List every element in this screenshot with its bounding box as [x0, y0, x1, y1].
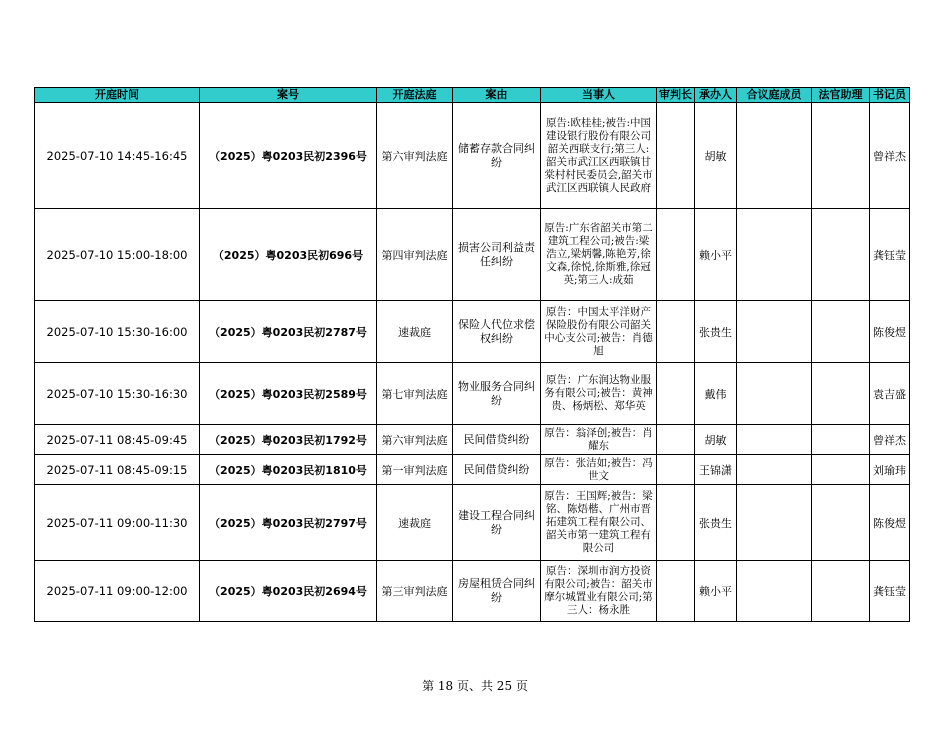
cell-presiding-judge [657, 485, 695, 561]
cell-panel-members [737, 455, 812, 485]
cell-parties: 原告：张洁如;被告：冯世文 [541, 455, 657, 485]
table-row [35, 363, 910, 425]
table-row [35, 455, 910, 485]
cell-hearing-time: 2025-07-10 14:45-16:45 [35, 103, 200, 209]
cell-clerk: 曾祥杰 [870, 425, 910, 455]
cell-judge-assistant [812, 103, 870, 209]
cell-case-number: （2025）粤0203民初1792号 [200, 425, 377, 455]
cell-handler: 胡敏 [695, 103, 737, 209]
header-judge-assistant: 法官助理 [812, 88, 870, 103]
cell-parties: 原告：中国太平洋财产保险股份有限公司韶关中心支公司;被告：肖德旭 [541, 301, 657, 363]
cell-judge-assistant [812, 561, 870, 622]
hearing-schedule-table [34, 87, 910, 622]
cell-presiding-judge [657, 301, 695, 363]
table-row [35, 209, 910, 301]
cell-parties: 原告：广东润达物业服务有限公司;被告：黄神贵、杨炳松、郑华英 [541, 363, 657, 425]
table-row [35, 561, 910, 622]
cell-panel-members [737, 485, 812, 561]
cell-panel-members [737, 209, 812, 301]
cell-cause: 建设工程合同纠纷 [453, 485, 541, 561]
table-row [35, 485, 910, 561]
cell-cause: 民间借贷纠纷 [453, 425, 541, 455]
cell-hearing-time: 2025-07-11 08:45-09:15 [35, 455, 200, 485]
cell-judge-assistant [812, 455, 870, 485]
cell-clerk: 龚钰莹 [870, 561, 910, 622]
header-parties: 当事人 [541, 88, 657, 103]
cell-case-number: （2025）粤0203民初2396号 [200, 103, 377, 209]
cell-hearing-time: 2025-07-10 15:30-16:30 [35, 363, 200, 425]
cell-clerk: 袁吉盛 [870, 363, 910, 425]
cell-parties: 原告：王国辉;被告：梁铭、陈焐楷、广州市晋拓建筑工程有限公司、韶关市第一建筑工程有限公司 [541, 485, 657, 561]
cell-presiding-judge [657, 455, 695, 485]
header-row [35, 88, 910, 103]
cell-hearing-time: 2025-07-11 09:00-11:30 [35, 485, 200, 561]
cell-presiding-judge [657, 561, 695, 622]
cell-cause: 民间借贷纠纷 [453, 455, 541, 485]
cell-courtroom: 速裁庭 [377, 301, 453, 363]
cell-case-number: （2025）粤0203民初2797号 [200, 485, 377, 561]
cell-hearing-time: 2025-07-10 15:30-16:00 [35, 301, 200, 363]
cell-cause: 房屋租赁合同纠纷 [453, 561, 541, 622]
header-panel-members: 合议庭成员 [737, 88, 812, 103]
cell-handler: 胡敏 [695, 425, 737, 455]
cell-cause: 物业服务合同纠纷 [453, 363, 541, 425]
cell-clerk: 陈俊煜 [870, 485, 910, 561]
cell-handler: 张贵生 [695, 301, 737, 363]
cell-handler: 赖小平 [695, 561, 737, 622]
cell-parties: 原告：深圳市润方投资有限公司;被告：韶关市摩尔城置业有限公司;第三人：杨永胜 [541, 561, 657, 622]
cell-case-number: （2025）粤0203民初2694号 [200, 561, 377, 622]
header-case-number: 案号 [200, 88, 377, 103]
header-presiding-judge: 审判长 [657, 88, 695, 103]
cell-presiding-judge [657, 363, 695, 425]
cell-courtroom: 第六审判法庭 [377, 425, 453, 455]
cell-panel-members [737, 363, 812, 425]
cell-panel-members [737, 103, 812, 209]
cell-parties: 原告:欧桂桂;被告:中国建设银行股份有限公司韶关西联支行;第三人:韶关市武江区西联镇甘棠村村民委员会,韶关市武江区西联镇人民政府 [541, 103, 657, 209]
cell-judge-assistant [812, 425, 870, 455]
cell-handler: 戴伟 [695, 363, 737, 425]
cell-courtroom: 速裁庭 [377, 485, 453, 561]
cell-panel-members [737, 561, 812, 622]
cell-case-number: （2025）粤0203民初2787号 [200, 301, 377, 363]
table-row [35, 103, 910, 209]
cell-parties: 原告:广东省韶关市第二建筑工程公司;被告:梁浩立,梁炳馨,陈艳芳,徐文森,徐悦,徐斯雅,徐冠英;第三人:成茹 [541, 209, 657, 301]
cell-parties: 原告：翁泽创;被告：肖耀东 [541, 425, 657, 455]
cell-courtroom: 第七审判法庭 [377, 363, 453, 425]
cell-courtroom: 第六审判法庭 [377, 103, 453, 209]
cell-courtroom: 第三审判法庭 [377, 561, 453, 622]
cell-cause: 储蓄存款合同纠纷 [453, 103, 541, 209]
cell-panel-members [737, 425, 812, 455]
page-footer: 第 18 页、共 25 页 [422, 679, 528, 693]
cell-handler: 王锦潇 [695, 455, 737, 485]
cell-clerk: 陈俊煜 [870, 301, 910, 363]
header-hearing-time: 开庭时间 [35, 88, 200, 103]
cell-judge-assistant [812, 301, 870, 363]
table-row [35, 425, 910, 455]
cell-judge-assistant [812, 209, 870, 301]
cell-panel-members [737, 301, 812, 363]
cell-cause: 损害公司利益责任纠纷 [453, 209, 541, 301]
cell-judge-assistant [812, 363, 870, 425]
cell-courtroom: 第四审判法庭 [377, 209, 453, 301]
cell-hearing-time: 2025-07-11 09:00-12:00 [35, 561, 200, 622]
cell-presiding-judge [657, 103, 695, 209]
cell-clerk: 曾祥杰 [870, 103, 910, 209]
header-clerk: 书记员 [870, 88, 910, 103]
cell-handler: 张贵生 [695, 485, 737, 561]
header-courtroom: 开庭法庭 [377, 88, 453, 103]
cell-presiding-judge [657, 209, 695, 301]
cell-clerk: 刘瑜玮 [870, 455, 910, 485]
cell-cause: 保险人代位求偿权纠纷 [453, 301, 541, 363]
header-cause: 案由 [453, 88, 541, 103]
cell-clerk: 龚钰莹 [870, 209, 910, 301]
header-handler: 承办人 [695, 88, 737, 103]
cell-judge-assistant [812, 485, 870, 561]
cell-hearing-time: 2025-07-11 08:45-09:45 [35, 425, 200, 455]
cell-presiding-judge [657, 425, 695, 455]
cell-handler: 赖小平 [695, 209, 737, 301]
cell-case-number: （2025）粤0203民初2589号 [200, 363, 377, 425]
table-row [35, 301, 910, 363]
cell-courtroom: 第一审判法庭 [377, 455, 453, 485]
cell-case-number: （2025）粤0203民初1810号 [200, 455, 377, 485]
cell-case-number: （2025）粤0203民初696号 [200, 209, 377, 301]
cell-hearing-time: 2025-07-10 15:00-18:00 [35, 209, 200, 301]
